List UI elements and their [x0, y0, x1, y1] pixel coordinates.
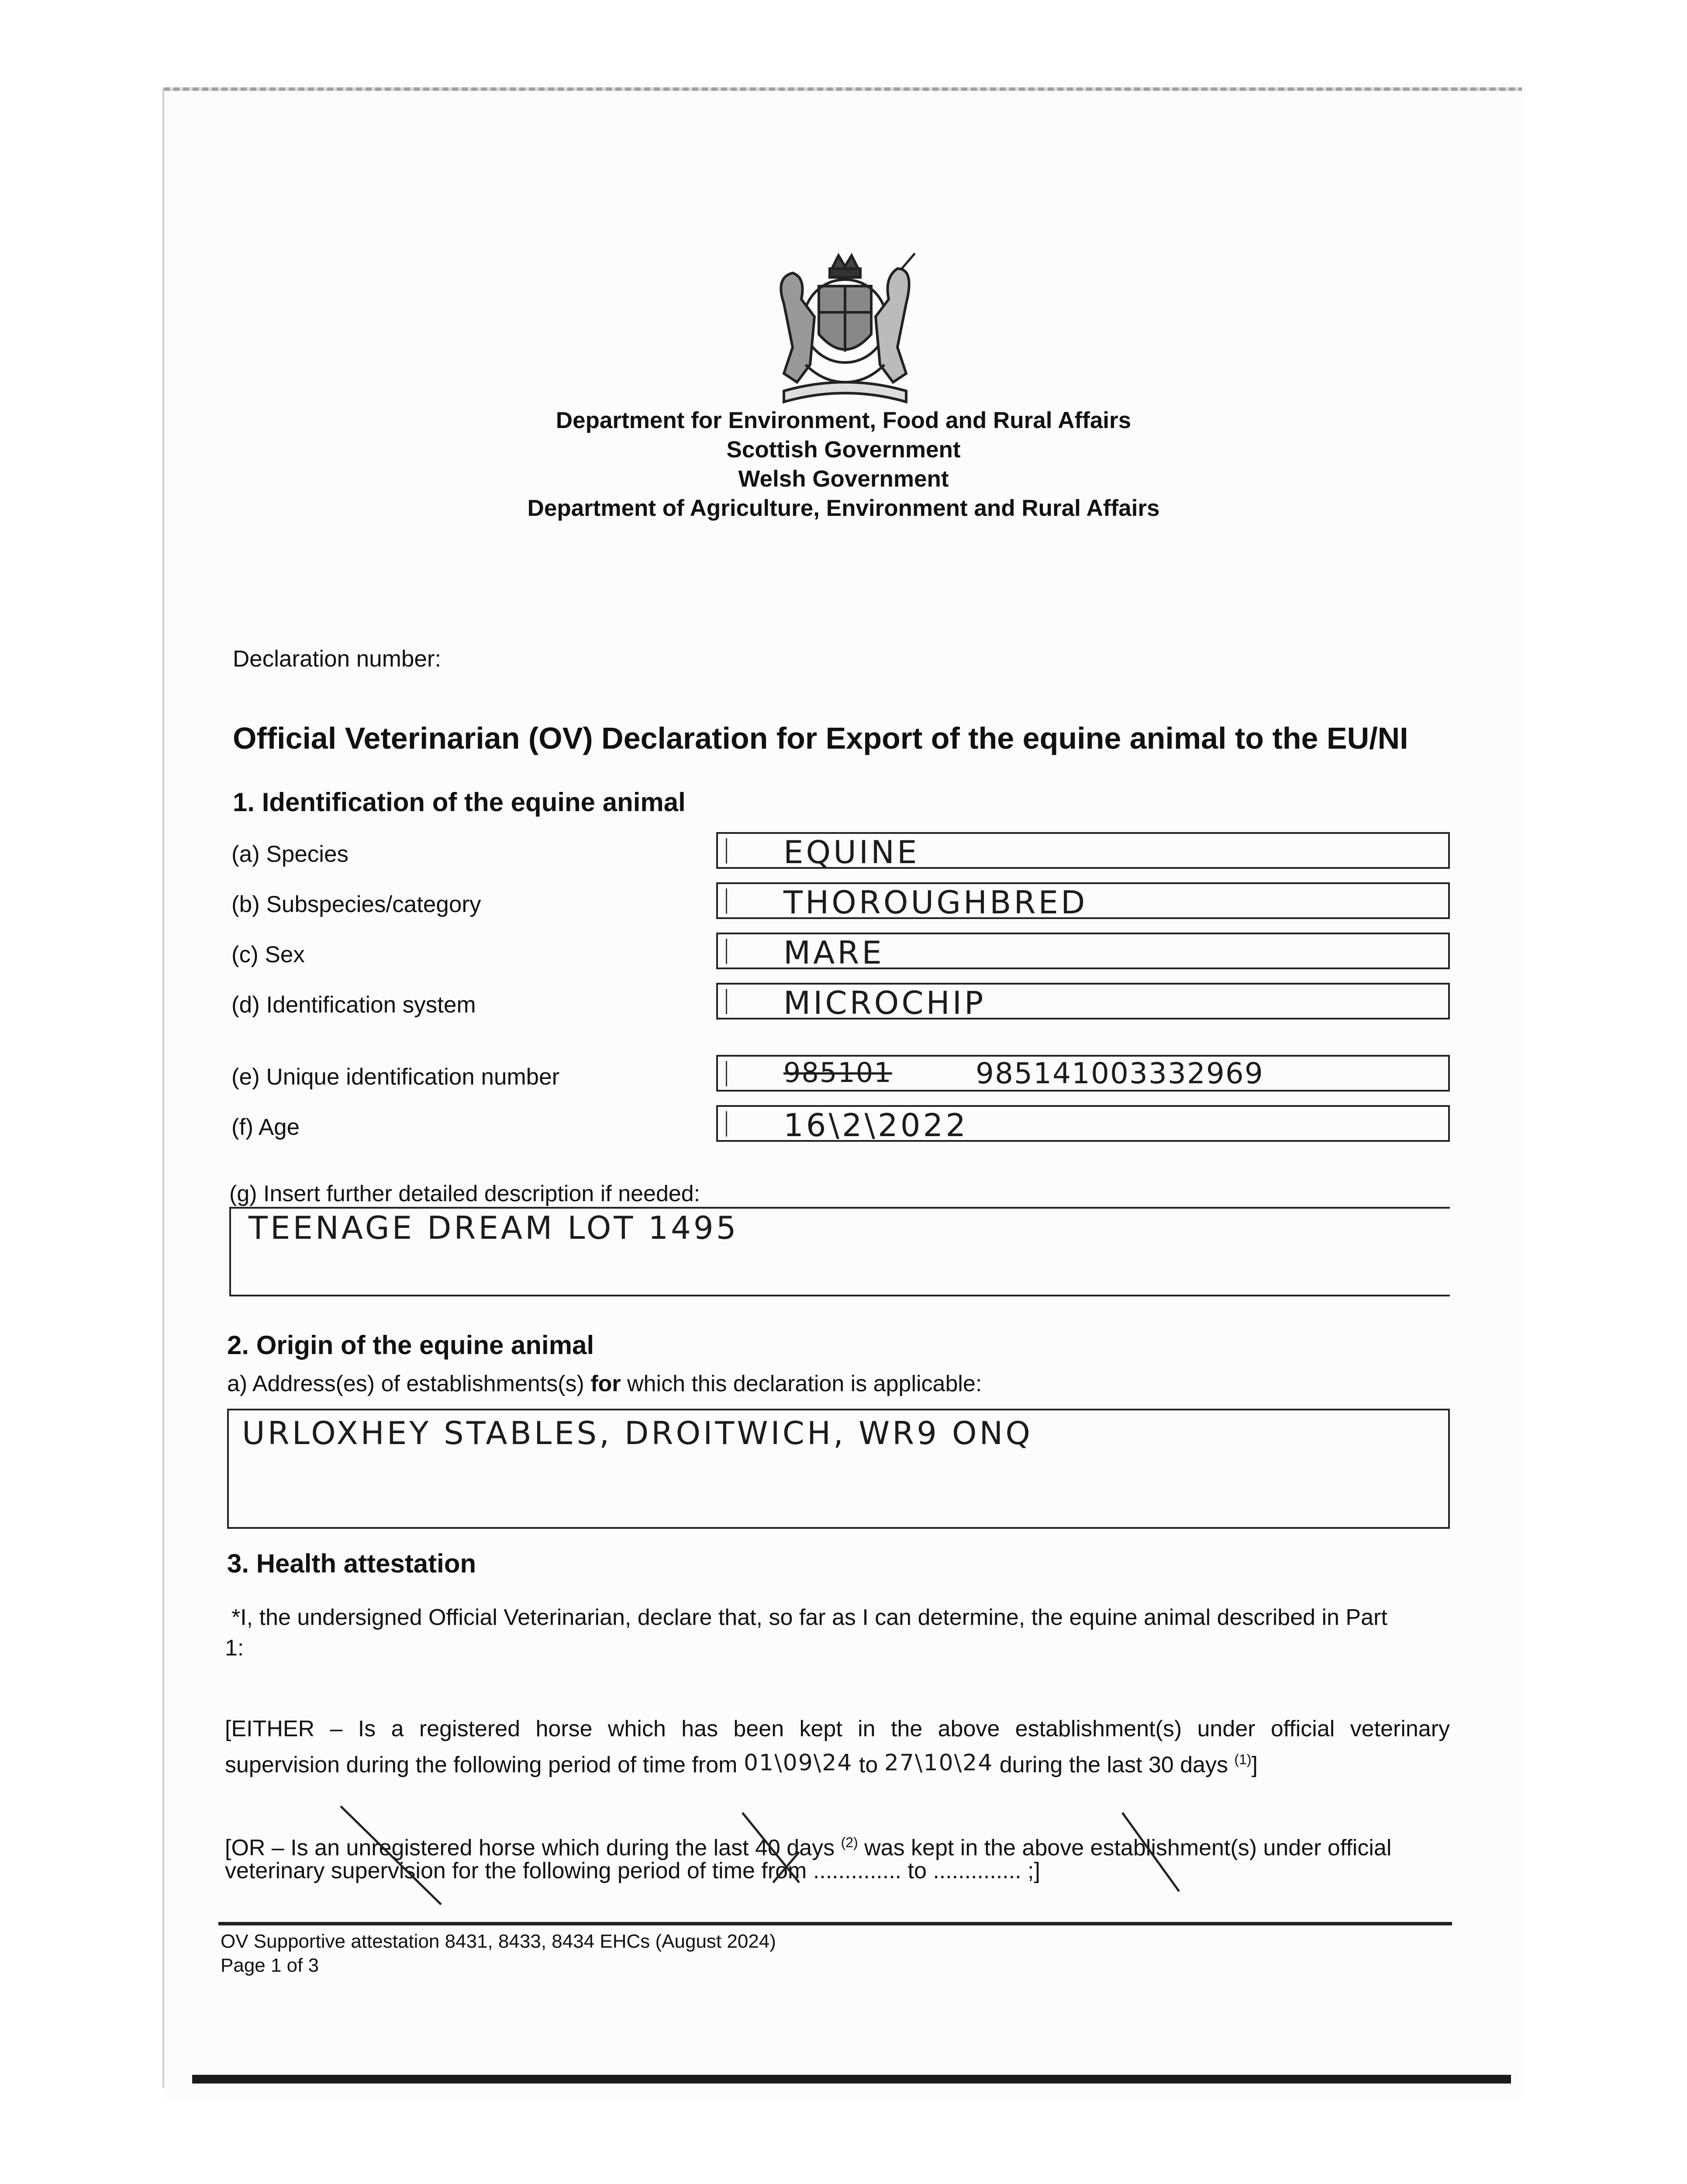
- unique-id-struck-value: 985101: [783, 1057, 892, 1089]
- attestation-intro-line-1: *I, the undersigned Official Veterinarian, declare that, so far as I can determine, the equine animal described in Part: [231, 1605, 1387, 1630]
- page-left-edge: [162, 87, 164, 2088]
- section-1-heading: 1. Identification of the equine animal: [233, 788, 686, 817]
- department-scottish-government: Scottish Government: [726, 437, 961, 463]
- unique-id-field: [716, 1055, 1450, 1092]
- address-field: [227, 1409, 1450, 1529]
- department-defra: Department for Environment, Food and Rural Affairs: [555, 408, 1132, 433]
- description-label: (g) Insert further detailed description if needed:: [229, 1181, 700, 1206]
- either-from-date: 01\09\24: [743, 1750, 853, 1776]
- section-3-heading: 3. Health attestation: [227, 1549, 476, 1578]
- age-label: (f) Age: [231, 1114, 300, 1140]
- subspecies-value: THOROUGHBRED: [783, 884, 1088, 921]
- unique-id-value: 985141003332969: [976, 1057, 1264, 1090]
- description-value: TEENAGE DREAM LOT 1495: [248, 1209, 739, 1246]
- either-line-2: supervision during the following period of time from 01\09\24 to 27\10\24 during the last 30 days $^{(1)}$]: [225, 1750, 1258, 1778]
- department-daera: Department of Agriculture, Environment and Rural Affairs: [527, 495, 1160, 521]
- identification-system-label: (d) Identification system: [231, 992, 476, 1018]
- age-field: [716, 1105, 1450, 1142]
- declaration-number-label: Declaration number:: [233, 646, 442, 672]
- document-title: Official Veterinarian (OV) Declaration for Export of the equine animal to the EU/NI: [233, 721, 1408, 755]
- species-field: [716, 832, 1450, 869]
- address-label: a) Address(es) of establishments(s) for which this declaration is applicable:: [227, 1371, 982, 1396]
- identification-system-field: [716, 983, 1450, 1019]
- unique-id-label: (e) Unique identification number: [231, 1064, 560, 1090]
- footer-rule: [218, 1922, 1452, 1925]
- description-field: [229, 1207, 1450, 1296]
- identification-system-value: MICROCHIP: [783, 985, 986, 1021]
- page-top-edge: [164, 87, 1522, 91]
- sex-field: [716, 933, 1450, 969]
- or-line-2: veterinary supervision for the following period of time from .............. to .............. ;]: [225, 1858, 1040, 1883]
- footer-page-number: Page 1 of 3: [221, 1955, 319, 1976]
- sex-label: (c) Sex: [231, 942, 305, 968]
- footer-attestation-reference: OV Supportive attestation 8431, 8433, 8434 EHCs (August 2024): [221, 1931, 776, 1952]
- age-value: 16\2\2022: [783, 1107, 969, 1144]
- sex-value: MARE: [783, 934, 884, 971]
- section-2-heading: 2. Origin of the equine animal: [227, 1330, 594, 1360]
- species-value: EQUINE: [783, 834, 920, 871]
- attestation-intro-line-2: 1:: [225, 1635, 244, 1661]
- species-label: (a) Species: [231, 841, 349, 867]
- subspecies-label: (b) Subspecies/category: [231, 892, 481, 917]
- either-line-1: [EITHER – Is a registered horse which has been kept in the above establishment(s) under official veterinary: [225, 1716, 1450, 1742]
- or-line-1: [OR – Is an unregistered horse which during the last 40 days $^{(2)}$ was kept in the above establishment(s) under official: [225, 1835, 1392, 1861]
- address-value: URLOXHEY STABLES, DROITWICH, WR9 ONQ: [242, 1415, 1033, 1451]
- subspecies-field: [716, 882, 1450, 919]
- royal-coat-of-arms-icon: [758, 251, 932, 408]
- department-welsh-government: Welsh Government: [738, 466, 949, 492]
- page-bottom-shadow: [192, 2075, 1511, 2084]
- either-to-date: 27\10\24: [884, 1750, 994, 1776]
